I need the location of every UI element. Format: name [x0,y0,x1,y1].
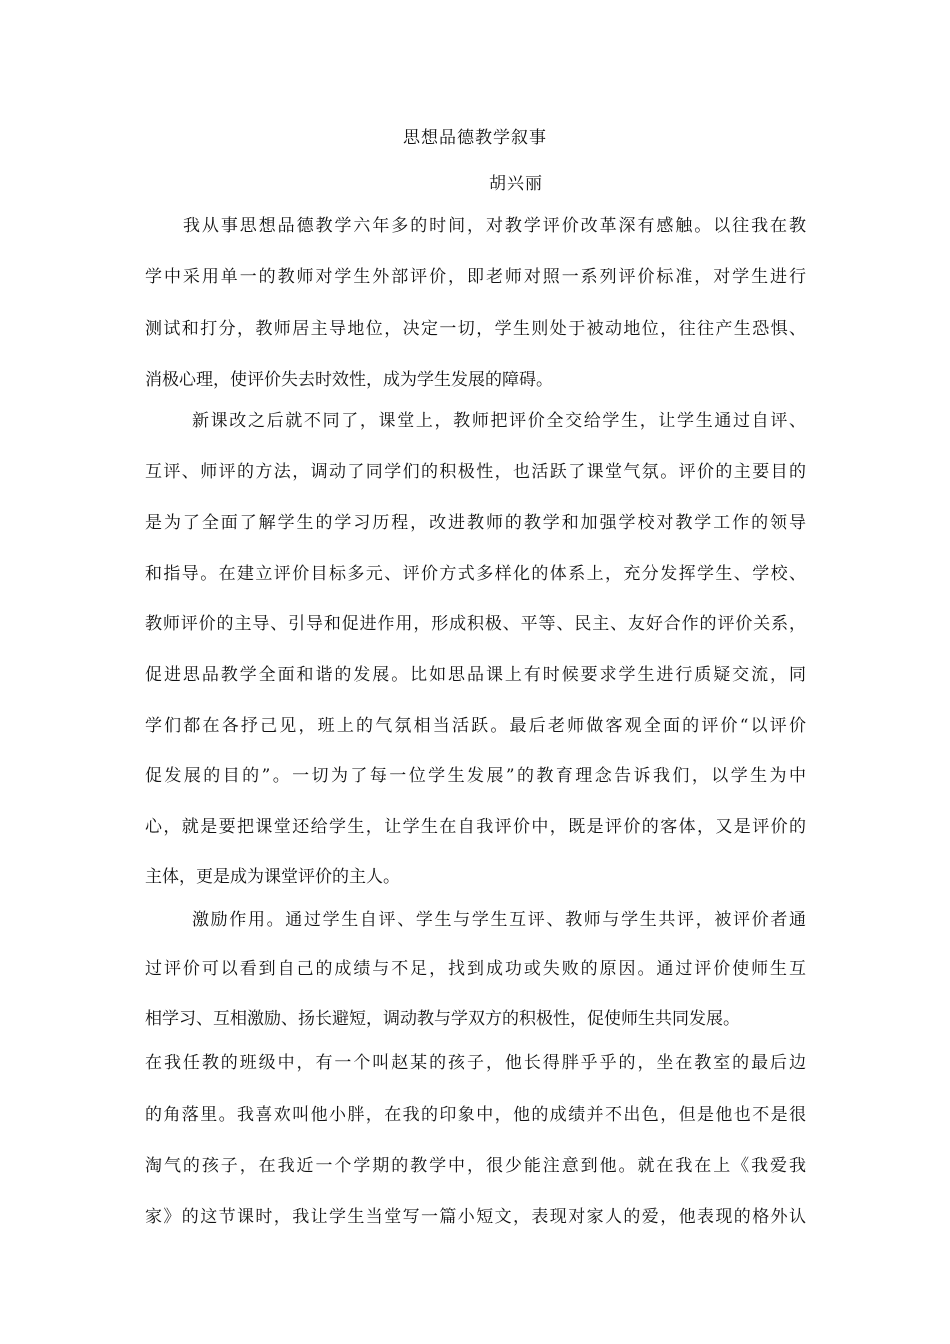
paragraph-line: 心，就是要把课堂还给学生，让学生在自我评价中，既是评价的客体，又是评价的 [145,817,806,837]
paragraph-line: 新课改之后就不同了，课堂上，教师把评价全交给学生，让学生通过自评、 [192,411,806,431]
paragraph-line: 消极心理，使评价失去时效性，成为学生发展的障碍。 [145,370,553,390]
paragraph-line: 学中采用单一的教师对学生外部评价，即老师对照一系列评价标准，对学生进行 [145,267,806,287]
paragraph-line: 家》的这节课时，我让学生当堂写一篇小短文，表现对家人的爱，他表现的格外认 [145,1207,806,1227]
paragraph-line: 相学习、互相激励、扬长避短，调动教与学双方的积极性，促使师生共同发展。 [145,1009,740,1029]
document-author: 胡兴丽 [489,174,543,194]
paragraph-line: 是为了全面了解学生的学习历程，改进教师的教学和加强学校对教学工作的领导 [145,513,806,533]
paragraph-line: 淘气的孩子，在我近一个学期的教学中，很少能注意到他。就在我在上《我爱我 [145,1156,806,1176]
paragraph-line: 和指导。在建立评价目标多元、评价方式多样化的体系上，充分发挥学生、学校、 [145,564,806,584]
paragraph-line: 我从事思想品德教学六年多的时间，对教学评价改革深有感触。以往我在教 [183,216,806,236]
paragraph-line: 主体，更是成为课堂评价的主人。 [145,867,400,887]
paragraph-line: 激励作用。通过学生自评、学生与学生互评、教师与学生共评，被评价者通 [192,910,806,930]
paragraph-line: 互评、师评的方法，调动了同学们的积极性，也活跃了课堂气氛。评价的主要目的 [145,462,806,482]
paragraph-line: 促进思品教学全面和谐的发展。比如思品课上有时候要求学生进行质疑交流，同 [145,665,806,685]
document-title: 思想品德教学叙事 [403,128,547,148]
paragraph-line: 在我任教的班级中，有一个叫赵某的孩子，他长得胖乎乎的，坐在教室的最后边 [145,1053,806,1073]
paragraph-line: 学们都在各抒己见，班上的气氛相当活跃。最后老师做客观全面的评价“以评价 [145,716,806,736]
paragraph-line: 促发展的目的”。一切为了每一位学生发展”的教育理念告诉我们，以学生为中 [145,766,806,786]
paragraph-line: 的角落里。我喜欢叫他小胖，在我的印象中，他的成绩并不出色，但是他也不是很 [145,1105,806,1125]
paragraph-line: 过评价可以看到自己的成绩与不足，找到成功或失败的原因。通过评价使师生互 [145,959,806,979]
paragraph-line: 测试和打分，教师居主导地位，决定一切，学生则处于被动地位，往往产生恐惧、 [145,319,806,339]
paragraph-line: 教师评价的主导、引导和促进作用，形成积极、平等、民主、友好合作的评价关系， [145,614,806,634]
